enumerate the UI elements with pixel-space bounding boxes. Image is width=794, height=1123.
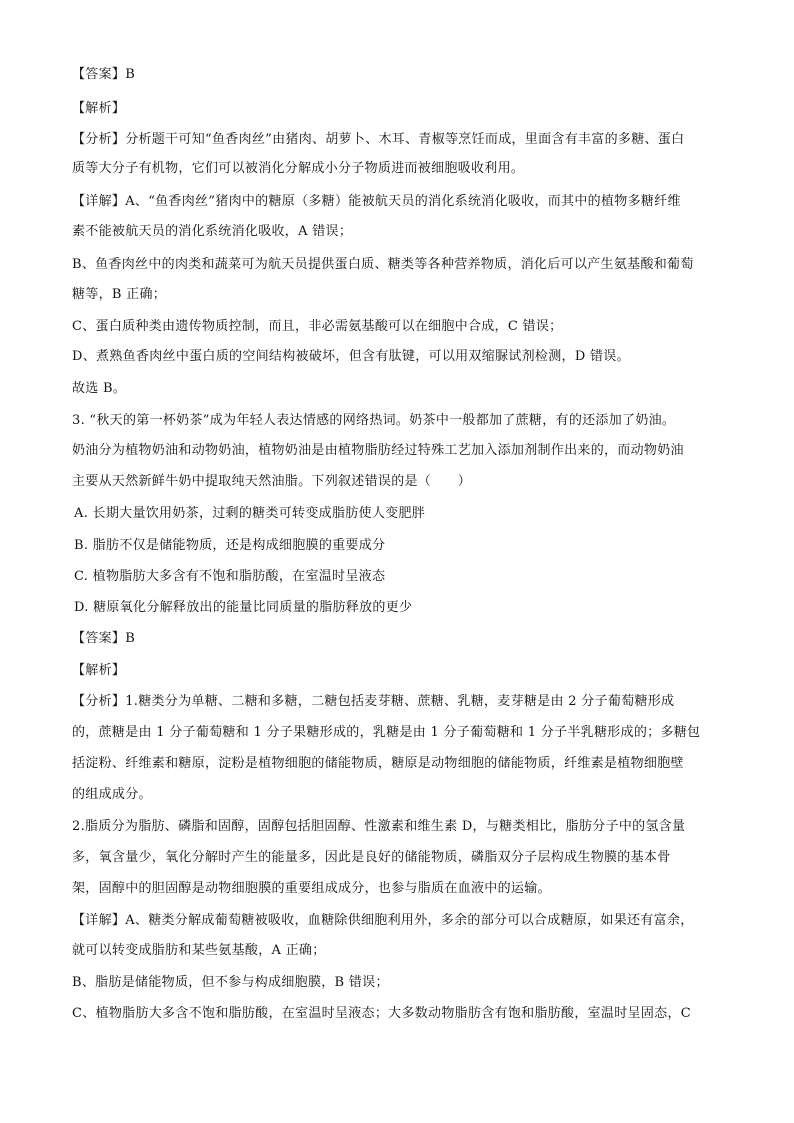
question-3-stem: 3. “秋天的第一杯奶茶”成为年轻人表达情感的网络热词。奶茶中一般都加了蔗糖，有的还添加了奶油。 bbox=[72, 413, 676, 428]
option-c: C. 植物脂肪大多含有不饱和脂肪酸，在室温时呈液态 bbox=[74, 569, 386, 584]
text-line: 糖等，B 正确； bbox=[72, 287, 167, 302]
text-line: 【详解】A、“鱼香肉丝”猪肉中的糖原（多糖）能被航天员的消化系统消化吸收，而其中的植物多糖纤维 bbox=[72, 194, 681, 209]
conclusion-line: 故选 B。 bbox=[72, 381, 127, 396]
text-line: 素不能被航天员的消化系统消化吸收，A 错误； bbox=[72, 224, 353, 239]
analysis-label-1: 【解析】 bbox=[72, 101, 126, 116]
text-line: 2.脂质分为脂肪、磷脂和固醇，固醇包括胆固醇、性激素和维生素 D，与糖类相比，脂肪分子中的氢含量 bbox=[72, 819, 686, 834]
text-line: 的组成成分。 bbox=[72, 787, 152, 802]
text-line: C、蛋白质种类由遗传物质控制，而且，非必需氨基酸可以在细胞中合成，C 错误； bbox=[72, 319, 563, 334]
answer-label-1: 【答案】B bbox=[72, 67, 136, 82]
option-b: B. 脂肪不仅是储能物质，还是构成细胞膜的重要成分 bbox=[74, 538, 386, 553]
text-line: 【分析】1.糖类分为单糖、二糖和多糖，二糖包括麦芽糖、蔗糖、乳糖，麦芽糖是由 2 分子葡萄糖形成 bbox=[72, 694, 675, 709]
text-line: 架，固醇中的胆固醇是动物细胞膜的重要组成成分，也参与脂质在血液中的运输。 bbox=[72, 881, 551, 896]
text-line: 的，蔗糖是由 1 分子葡萄糖和 1 分子果糖形成的，乳糖是由 1 分子葡萄糖和 1 分子半乳糖形成的；多糖包 bbox=[72, 725, 701, 740]
text-line: B、脂肪是储能物质，但不参与构成细胞膜，B 错误； bbox=[72, 975, 389, 990]
text-line: 括淀粉、纤维素和糖原，淀粉是植物细胞的储能物质，糖原是动物细胞的储能物质，纤维素是植物细胞壁 bbox=[72, 756, 684, 771]
option-a: A. 长期大量饮用奶茶，过剩的糖类可转变成脂肪使人变肥胖 bbox=[74, 506, 426, 521]
text-line: D、煮熟鱼香肉丝中蛋白质的空间结构被破坏，但含有肽键，可以用双缩脲试剂检测，D 错误。 bbox=[72, 349, 630, 364]
text-line: 【详解】A、糖类分解成葡萄糖被吸收，血糖除供细胞利用外，多余的部分可以合成糖原，如果还有富余， bbox=[72, 913, 694, 928]
text-line: 多，氧含量少，氧化分解时产生的能量多，因此是良好的储能物质，磷脂双分子层构成生物膜的基本骨 bbox=[72, 850, 671, 865]
text-line: 就可以转变成脂肪和某些氨基酸，A 正确； bbox=[72, 943, 326, 958]
answer-label-2: 【答案】B bbox=[72, 631, 136, 646]
question-3-stem: 主要从天然新鲜牛奶中提取纯天然油脂。下列叙述错误的是（ ） bbox=[72, 474, 472, 489]
text-line: 质等大分子有机物，它们可以被消化分解成小分子物质进而被细胞吸收利用。 bbox=[72, 161, 525, 176]
option-d: D. 糖原氧化分解释放出的能量比同质量的脂肪释放的更少 bbox=[74, 600, 413, 615]
analysis-label-2: 【解析】 bbox=[72, 663, 126, 678]
question-3-stem: 奶油分为植物奶油和动物奶油，植物奶油是由植物脂肪经过特殊工艺加入添加剂制作出来的，而动物奶油 bbox=[72, 443, 684, 458]
text-line: C、植物脂肪大多含不饱和脂肪酸，在室温时呈液态；大多数动物脂肪含有饱和脂肪酸，室温时呈固态，C bbox=[72, 1006, 691, 1021]
text-line: 【分析】分析题干可知“鱼香肉丝”由猪肉、胡萝卜、木耳、青椒等烹饪而成，里面含有丰富的多糖、蛋白 bbox=[72, 132, 685, 147]
text-line: B、鱼香肉丝中的肉类和蔬菜可为航天员提供蛋白质、糖类等各种营养物质，消化后可以产生氨基酸和葡萄 bbox=[72, 257, 694, 272]
